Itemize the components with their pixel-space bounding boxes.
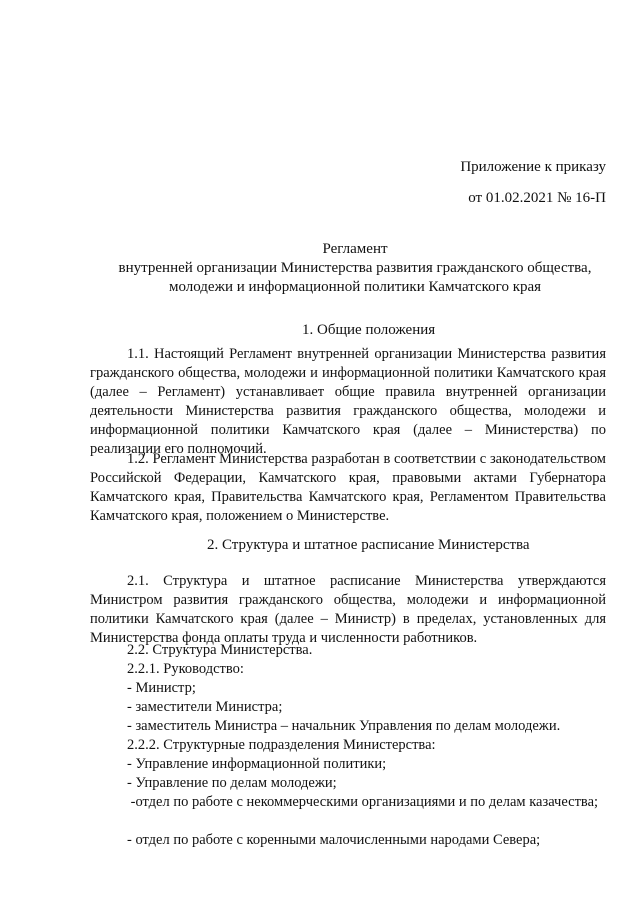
- list-item-youth-affairs: - Управление по делам молодежи;: [127, 775, 337, 791]
- list-item-info-policy: - Управление информационной политики;: [127, 756, 387, 772]
- document-subtitle-line-2: молодежи и информационной политики Камчатского края: [168, 279, 542, 295]
- paragraph-1-1: 1.1. Настоящий Регламент внутренней организации Министерства развития гражданского общества, молодежи и информационной политики Камчатского края (далее – Регламент) устанавливает общие правила внутренней организации деятельности Министерства развития гражданского общества, молодежи и информационной политики Камчатского края (далее – Министерства) по реализации его полномочий.: [90, 346, 606, 457]
- item-2-2: 2.2. Структура Министерства.: [127, 642, 313, 658]
- list-item-deputies: - заместители Министра;: [127, 699, 283, 715]
- order-reference: от 01.02.2021 № 16-П: [468, 190, 606, 206]
- item-2-2-1: 2.2.1. Руководство:: [127, 661, 244, 677]
- list-item-indigenous-peoples: - отдел по работе с коренными малочисленными народами Севера;: [127, 832, 541, 848]
- section-1-heading: 1. Общие положения: [302, 322, 436, 338]
- paragraph-1-2: 1.2. Регламент Министерства разработан в соответствии с законодательством Российской Федерации, Камчатского края, правовыми актами Губернатора Камчатского края, Правительства Камчатского края, Регламентом Правительства Камчатского края, положением о Министерстве.: [90, 451, 606, 524]
- appendix-label: Приложение к приказу: [460, 159, 606, 175]
- paragraph-2-1: 2.1. Структура и штатное расписание Министерства утверждаются Министром развития гражданского общества, молодежи и информационной политики Камчатского края (далее – Министр) в пределах, установленных для Министерства фонда оплаты труда и численности работников.: [90, 573, 606, 646]
- item-2-2-2: 2.2.2. Структурные подразделения Министерства:: [127, 737, 436, 753]
- list-item-nko-cossacks: -отдел по работе с некоммерческими организациями и по делам казачества;: [127, 794, 599, 810]
- document-subtitle-line-1: внутренней организации Министерства развития гражданского общества,: [118, 260, 592, 276]
- document-title: Регламент: [322, 241, 388, 257]
- section-2-heading: 2. Структура и штатное расписание Министерства: [207, 537, 530, 553]
- list-item-minister: - Министр;: [127, 680, 196, 696]
- list-item-deputy-head: - заместитель Министра – начальник Управления по делам молодежи.: [127, 718, 561, 734]
